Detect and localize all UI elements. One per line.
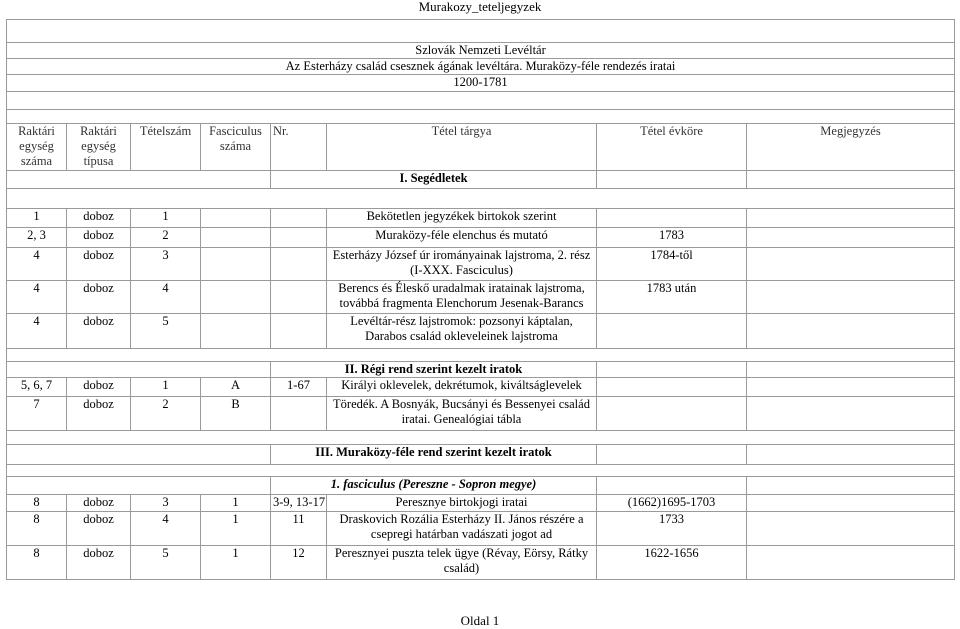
- table-row: 8 doboz 5 1 12 Peresznyei puszta telek ügye (Révay, Eörsy, Rátky család) 1622-1656: [7, 546, 955, 580]
- section-heading-1: I. Segédletek: [271, 171, 597, 189]
- column-header-row: [7, 124, 955, 171]
- col-header-unit-type: Raktári egység típusa: [67, 124, 131, 171]
- table-row: 4 doboz 3 Esterházy József úr irományainak lajstroma, 2. rész (I-XXX. Fasciculus) 1784-től: [7, 248, 955, 281]
- table-row: 1 doboz 1 Bekötetlen jegyzékek birtokok szerint: [7, 209, 955, 228]
- col-header-notes: Megjegyzés: [747, 124, 955, 171]
- col-header-years: Tétel évköre: [597, 124, 747, 171]
- col-header-item-number: Tételszám: [131, 124, 201, 171]
- col-header-nr: Nr.: [271, 124, 327, 171]
- table-row: 4 doboz 4 Berencs és Éleskő uradalmak iratainak lajstroma, továbbá fragmenta Elenchorum Jesenak-Barancs 1783 után: [7, 281, 955, 314]
- table-row: 8 doboz 3 1 3-9, 13-17 Peresznye birtokjogi iratai (1662)1695-1703: [7, 495, 955, 512]
- table-row: 8 doboz 4 1 11 Draskovich Rozália Esterházy II. János részére a csepregi határban vadászati jogot ad 1733: [7, 512, 955, 546]
- table-row: 5, 6, 7 doboz 1 A 1-67 Királyi oklevelek, dekrétumok, kiváltságlevelek: [7, 378, 955, 397]
- col-header-fasciculus: Fasciculus száma: [201, 124, 271, 171]
- date-range: 1200-1781: [7, 75, 955, 92]
- table-row: 7 doboz 2 B Töredék. A Bosnyák, Bucsányi és Bessenyei család iratai. Genealógiai tábla: [7, 397, 955, 431]
- table-row: 2, 3 doboz 2 Muraközy-féle elenchus és mutató 1783: [7, 228, 955, 248]
- page-number: Oldal 1: [460, 613, 500, 628]
- window-title: Murakozy_teteljegyzek: [418, 0, 542, 14]
- inventory-table: [6, 19, 955, 580]
- col-header-unit: Raktári egység száma: [7, 124, 67, 171]
- section-heading-3: III. Muraközy-féle rend szerint kezelt iratok: [271, 445, 597, 465]
- table-row: 4 doboz 5 Levéltár-rész lajstromok: pozsonyi káptalan, Darabos család okleveleinek lajstroma: [7, 314, 955, 349]
- fonds-title: Az Esterházy család csesznek ágának levéltára. Muraközy-féle rendezés iratai: [7, 59, 955, 75]
- col-header-subject: Tétel tárgya: [327, 124, 597, 171]
- archive-name: Szlovák Nemzeti Levéltár: [7, 43, 955, 59]
- subsection-heading: 1. fasciculus (Pereszne - Sopron megye): [271, 477, 597, 495]
- section-heading-2: II. Régi rend szerint kezelt iratok: [271, 362, 597, 378]
